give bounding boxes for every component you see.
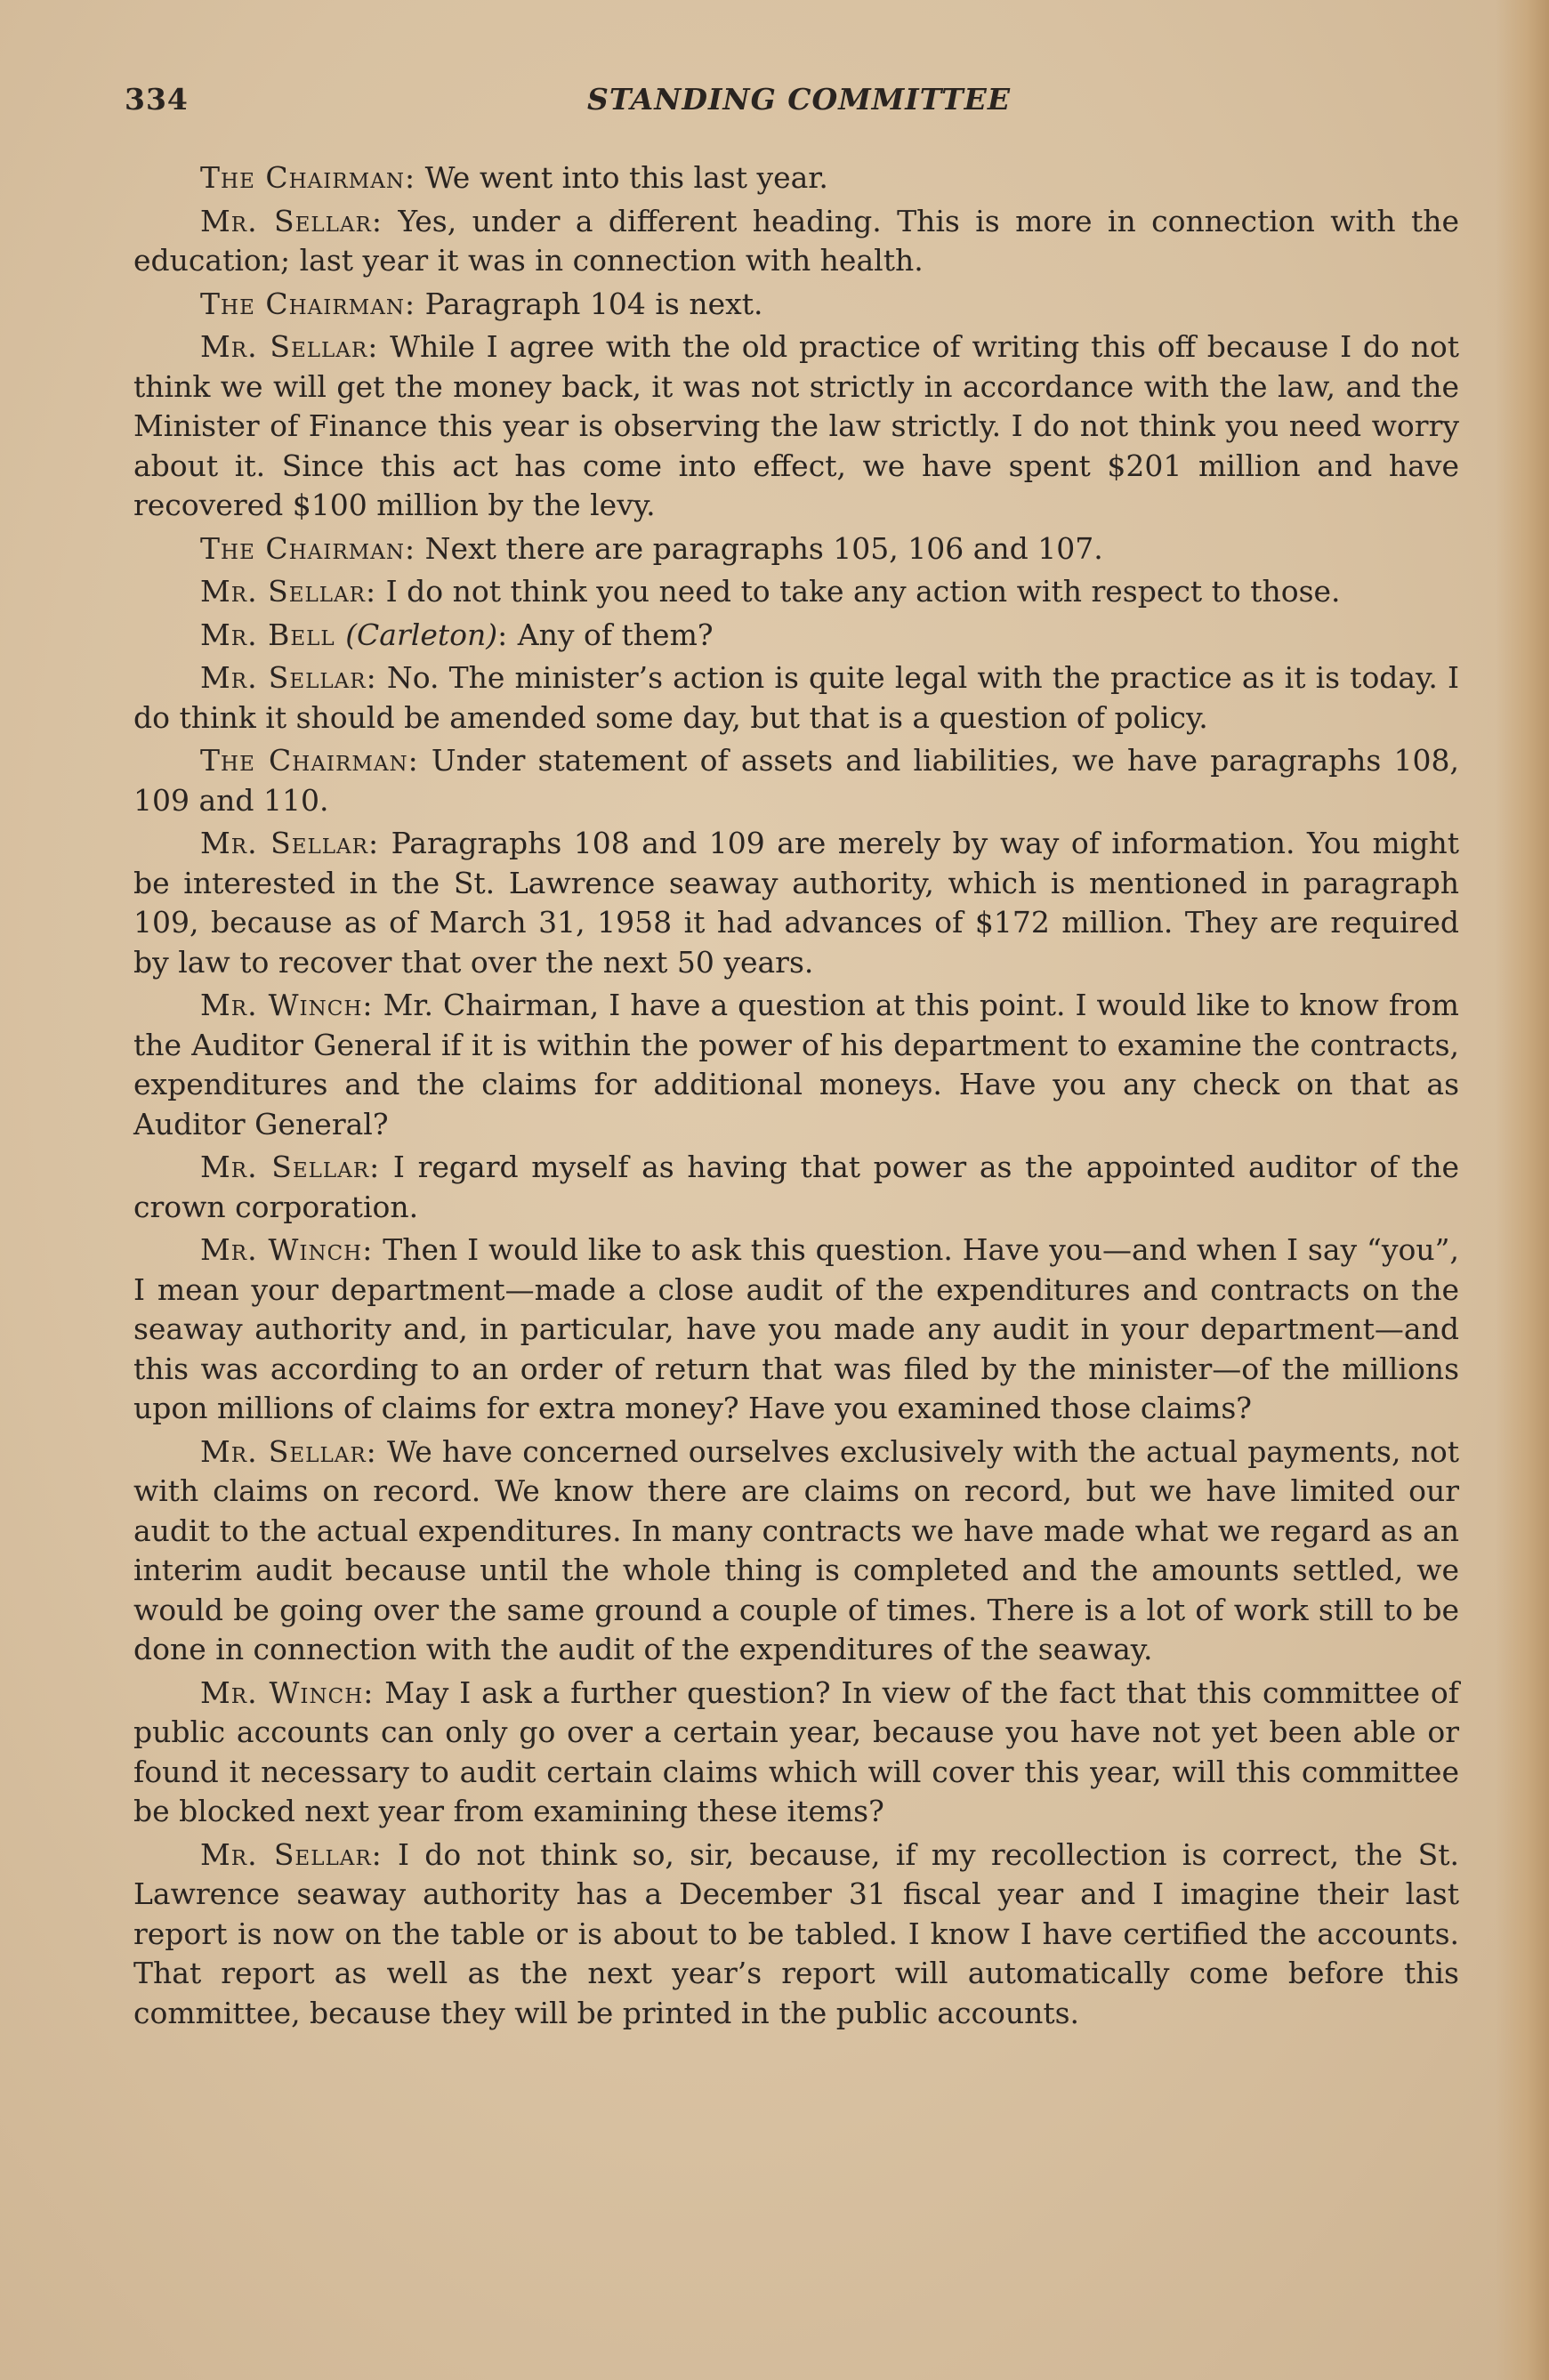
paragraph-text: We went into this last year. [424,160,828,195]
speaker-label [200,617,508,652]
speaker-label: Mr. Sellar: [200,660,377,695]
paragraph-5 [133,529,1459,569]
page-number: 334 [125,82,189,117]
paragraph-4 [133,327,1459,526]
speaker-colon: : [497,617,509,652]
speaker-label: The Chairman: [200,743,419,778]
paragraph-9 [133,741,1459,820]
paragraph-text: Then I would like to ask this question. Have you—and when I say “you”, I mean your department—made a close audit of the expenditures and contracts on the seaway authority and, in particular, have you made any audit in your department—and this was according to an order of return that was filed by the minister—of the millions upon millions of claims for extra money? Have you examined those claims? [133,1232,1459,1425]
paragraph-1 [133,158,1459,198]
speaker-label: Mr. Sellar: [200,1836,383,1872]
paragraph-text: We have concerned ourselves exclusively with the actual payments, not with claims on record. We know there are claims on record, but we have limited our audit to the actual expenditures. In many contracts we have made what we regard as an interim audit because until the whole thing is completed and the amounts settled, we would be going over the same ground a couple of times. There is a lot of work still to be done in connection with the audit of the expenditures of the seaway. [133,1433,1460,1666]
paragraph-3 [133,285,1459,325]
paragraph-12 [133,1148,1459,1227]
speaker-label: Mr. Sellar: [200,1433,377,1469]
speaker-label: The Chairman: [200,160,416,195]
speaker-label: Mr. Winch: [200,988,374,1022]
paragraph-14 [133,1432,1459,1670]
speaker-label: The Chairman: [200,286,416,321]
speaker-label: Mr. Sellar: [200,826,380,860]
speaker-label: Mr. Sellar: [200,1150,381,1184]
speaker-label: Mr. Winch: [200,1232,374,1267]
speaker-label: Mr. Sellar: [200,329,379,364]
paragraph-text: Next there are paragraphs 105, 106 and 107. [424,530,1103,566]
paragraph-text: No. The minister’s action is quite legal with the practice as it is today. I do think it should be amended some day, but that is a question of policy. [133,660,1460,735]
speaker-label: Mr. Sellar: [200,574,377,609]
paragraph-10 [133,824,1459,982]
paragraph-11 [133,986,1459,1144]
paragraph-6 [133,572,1459,612]
speaker-name: Mr. Bell [200,617,335,652]
speaker-label: The Chairman: [200,530,416,566]
paragraph-text: I do not think so, sir, because, if my recollection is correct, the St. Lawrence seaway authority has a December 31 fiscal year and I imagine their last report is now on the table or is about to be tabled. I know I have certified the accounts. That report as well as the next year’s report will automatically come before this committee, because they will be printed in the public accounts. [133,1836,1459,2030]
paragraph-7 [133,616,1459,656]
paragraph-13 [133,1230,1459,1429]
paragraph-text: While I agree with the old practice of writing this off because I do not think we will get the money back, it was not strictly in accordance with the law, and the Minister of Finance this year is observing the law strictly. I do not think you need worry about it. Since this act has come into effect, we have spent $201 million and have recovered $100 million by the levy. [133,329,1460,522]
paragraph-2 [133,202,1459,281]
paragraph-text: Mr. Chairman, I have a question at this point. I would like to know from the Auditor General if it is within the power of his department to examine the contracts, expenditures and the claims for additional moneys. Have you any check on that as Auditor General? [133,988,1459,1142]
paragraph-15 [133,1674,1459,1832]
paragraph-text: I do not think you need to take any action with respect to those. [385,574,1341,609]
paragraph-text: Paragraph 104 is next. [424,286,763,321]
paragraph-text: May I ask a further question? In view of the fact that this committee of public accounts can only go over a certain year, because you have not yet been able or found it necessary to audit certain claims which will cover this year, will this committee be blocked next year from examining these items? [133,1674,1459,1828]
speaker-riding: (Carleton) [345,617,498,652]
paragraph-text: Yes, under a different heading. This is more in connection with the education; last year it was in connection with health. [133,203,1459,278]
paragraph-text: Any of them? [517,617,714,652]
paragraph-text: Under statement of assets and liabilities, we have paragraphs 108, 109 and 110. [133,743,1459,818]
page-edge-shadow [1496,0,1549,2380]
paragraph-text: I regard myself as having that power as the appointed auditor of the crown corporation. [133,1150,1459,1224]
speaker-label: Mr. Winch: [200,1674,375,1710]
running-head: STANDING COMMITTEE [587,82,1011,117]
paragraph-16 [133,1835,1459,2034]
paragraph-text: Paragraphs 108 and 109 are merely by way of information. You might be interested in the St. Lawrence seaway authority, which is mentioned in paragraph 109, because as of March 31, 1958 it had advances of $172 million. They are required by law to recover that over the next 50 years. [133,826,1459,980]
paragraph-8 [133,658,1459,738]
transcript-body [133,158,1459,2037]
page-header [125,82,1477,126]
speaker-label: Mr. Sellar: [200,203,383,238]
